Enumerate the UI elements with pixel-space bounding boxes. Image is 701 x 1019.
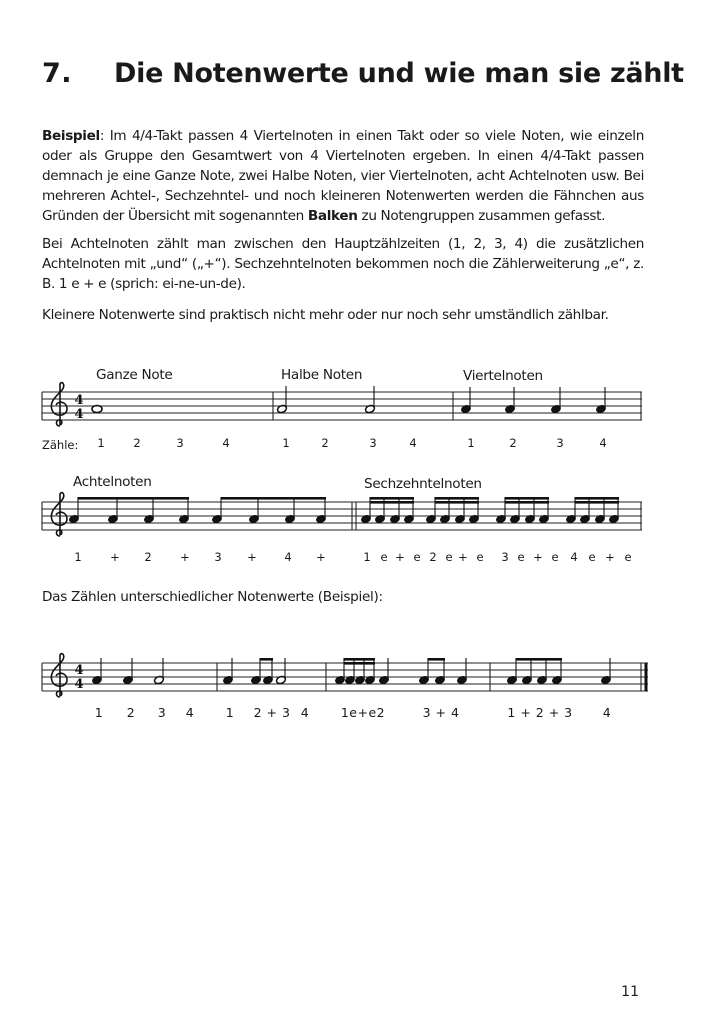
count-beat: + — [395, 550, 405, 564]
time-sig-bottom: 4 — [74, 407, 84, 422]
count-beat: 1e+e2 — [340, 705, 386, 720]
count-beat: 2 — [509, 436, 517, 450]
quarter-note — [456, 658, 467, 685]
time-sig-top: 4 — [74, 663, 84, 678]
count-beat: + — [458, 550, 468, 564]
count-beat: 3 — [157, 705, 167, 720]
half-note — [275, 658, 286, 685]
count-beat: 1 — [225, 705, 235, 720]
count-beat: 4 — [222, 436, 230, 450]
time-signature — [74, 663, 83, 692]
time-sig-bottom: 4 — [74, 677, 84, 692]
count-beat: 4 — [284, 550, 292, 564]
count-beat: 1 — [467, 436, 475, 450]
count-beat: 4 — [599, 436, 607, 450]
quarter-note — [222, 658, 233, 685]
count-beat: 3 — [556, 436, 564, 450]
count-beat: e — [413, 550, 421, 564]
count-beat: + — [110, 550, 120, 564]
chapter-title: Die Notenwerte und wie man sie zählt — [114, 58, 684, 89]
count-beat: e — [551, 550, 559, 564]
chapter-number: 7. — [42, 58, 73, 89]
label-halbe-noten: Halbe Noten — [281, 367, 363, 383]
count-beat: + — [533, 550, 543, 564]
label-viertelnoten: Viertelnoten — [463, 368, 543, 384]
count-beat: 4 — [570, 550, 578, 564]
paragraph-example-text-b: zu Notengruppen zusammen gefasst. — [357, 208, 606, 224]
eighth-note-group — [418, 658, 445, 685]
count-beat: 4 — [300, 705, 310, 720]
term-balken: Balken — [307, 208, 358, 224]
eighth-note-group — [506, 658, 562, 685]
count-beat: 1 — [363, 550, 371, 564]
count-beat: + — [316, 550, 326, 564]
count-beat: 4 — [602, 705, 612, 720]
count-beat: + — [247, 550, 257, 564]
count-beat: e — [445, 550, 453, 564]
label-ganze-note: Ganze Note — [96, 367, 173, 383]
count-label: Zähle: — [42, 438, 79, 452]
count-beat: e — [588, 550, 596, 564]
quarter-note — [91, 658, 102, 685]
count-beat: e — [476, 550, 484, 564]
count-beat: 4 — [185, 705, 195, 720]
label-sechzehntelnoten: Sechzehntelnoten — [364, 476, 482, 492]
treble-clef-icon — [51, 654, 67, 697]
count-beat: e — [380, 550, 388, 564]
count-beat: 3 — [369, 436, 377, 450]
count-beat: 1 — [97, 436, 105, 450]
quarter-note — [122, 658, 133, 685]
count-beat: 1 + 2 + 3 — [507, 705, 573, 720]
page-number: 11 — [621, 984, 639, 1000]
count-beat: 3 — [501, 550, 509, 564]
caption-counting-example: Das Zählen unterschiedlicher Notenwerte (Beispiel): — [42, 589, 383, 605]
quarter-note — [600, 658, 611, 685]
count-beat: e — [624, 550, 632, 564]
count-beat: 2 — [321, 436, 329, 450]
count-beat: 2 — [126, 705, 136, 720]
count-beat: 2 — [144, 550, 152, 564]
count-beat: 4 — [409, 436, 417, 450]
count-beat: 2 — [133, 436, 141, 450]
time-sig-top: 4 — [74, 393, 84, 408]
eighth-note-group — [250, 658, 273, 685]
paragraph-smaller-values: Kleinere Notenwerte sind praktisch nicht mehr oder nur noch sehr umständlich zählbar. — [42, 307, 609, 323]
quarter-note — [378, 658, 389, 685]
sixteenth-note-group — [334, 658, 375, 685]
count-beat: 1 — [282, 436, 290, 450]
paragraph-example-text-a: : Im 4/4-Takt passen 4 Viertelnoten in einen Takt oder so viele Noten, wie einzeln oder als Gruppe den Gesamtwert von 4 Viertelnoten ergeben. In einen 4/4-Takt passen demnach je eine Ganze Note, zwei Halbe Noten, vier Viertelnoten, acht Achtelnoten usw. Bei mehreren Achtel-, Sechzehntel- und noch kleineren Notenwerten werden die Fähnchen aus Gründen der Übersicht mit sogenannten — [42, 128, 644, 224]
half-note — [153, 658, 164, 685]
count-beat: + — [180, 550, 190, 564]
count-beat: 1 — [74, 550, 82, 564]
count-beat: e — [517, 550, 525, 564]
count-beat: + — [605, 550, 615, 564]
paragraph-counting: Bei Achtelnoten zählt man zwischen den Hauptzählzeiten (1, 2, 3, 4) die zusätzlichen Achtelnoten mit „und“ („+“). Sechzehntelnoten bekommen noch die Zählerweiterung „e“, z. B. 1 e + e (sprich: ei-ne-un-de). — [42, 236, 644, 292]
label-achtelnoten: Achtelnoten — [73, 474, 152, 490]
count-beat: 2 — [429, 550, 437, 564]
count-beat: 3 — [214, 550, 222, 564]
label-beispiel: Beispiel — [42, 128, 100, 144]
count-beat: 3 — [176, 436, 184, 450]
count-beat: 2 + 3 — [253, 705, 291, 720]
count-beat: 1 — [94, 705, 104, 720]
count-beat: 3 + 4 — [422, 705, 460, 720]
